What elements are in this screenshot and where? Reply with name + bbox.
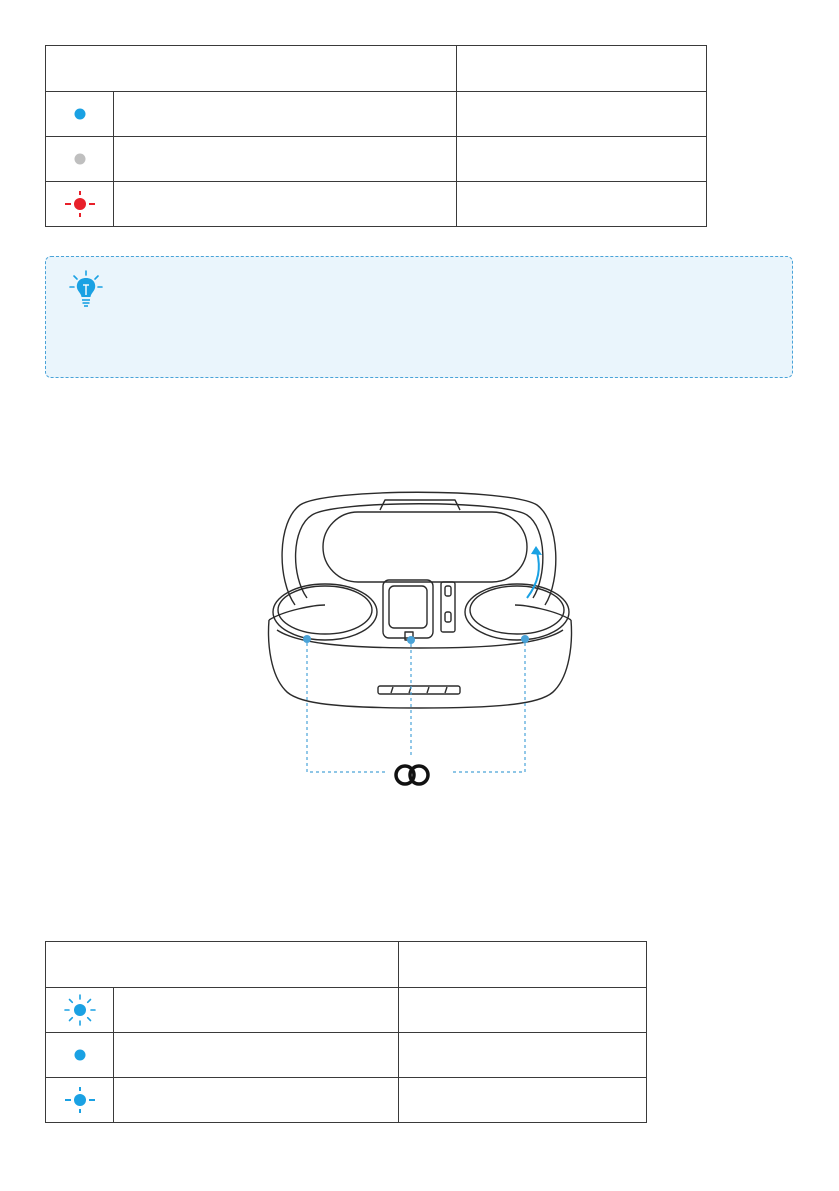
table-header-row (46, 46, 707, 92)
row-status-text (114, 92, 457, 137)
row-status-value (399, 988, 647, 1033)
tip-box (45, 256, 793, 378)
top-status-table (45, 45, 707, 227)
row-status-value (399, 1078, 647, 1123)
led-solid-blue-icon (70, 104, 90, 124)
led-icon-cell (46, 182, 114, 227)
led-flashing-slow-blue-icon (62, 992, 98, 1028)
row-status-value (457, 182, 707, 227)
led-icon-cell (46, 988, 114, 1033)
table-row (46, 1033, 647, 1078)
charging-case-with-receivers-icon (255, 480, 585, 790)
led-icon-cell (46, 92, 114, 137)
row-status-text (114, 1078, 399, 1123)
header-cell-led-status (46, 46, 457, 92)
header-cell-description (399, 942, 647, 988)
row-status-value (457, 137, 707, 182)
header-cell-led-status (46, 942, 399, 988)
table-row (46, 137, 707, 182)
led-solid-blue-icon (70, 1045, 90, 1065)
lightbulb-icon (68, 270, 104, 310)
led-icon-cell (46, 137, 114, 182)
row-status-text (114, 182, 457, 227)
row-status-value (399, 1033, 647, 1078)
led-icon-cell (46, 1078, 114, 1123)
pairing-link-icon (396, 766, 428, 784)
row-status-text (114, 1033, 399, 1078)
table-row (46, 988, 647, 1033)
led-flashing-red-icon (60, 188, 100, 220)
row-status-value (457, 92, 707, 137)
table-header-row (46, 942, 647, 988)
row-status-text (114, 137, 457, 182)
header-cell-description (457, 46, 707, 92)
led-solid-gray-icon (70, 149, 90, 169)
row-status-text (114, 988, 399, 1033)
table-row (46, 92, 707, 137)
led-flashing-fast-blue-icon (60, 1084, 100, 1116)
led-icon-cell (46, 1033, 114, 1078)
table-row (46, 1078, 647, 1123)
table-row (46, 182, 707, 227)
bottom-status-table (45, 941, 647, 1123)
